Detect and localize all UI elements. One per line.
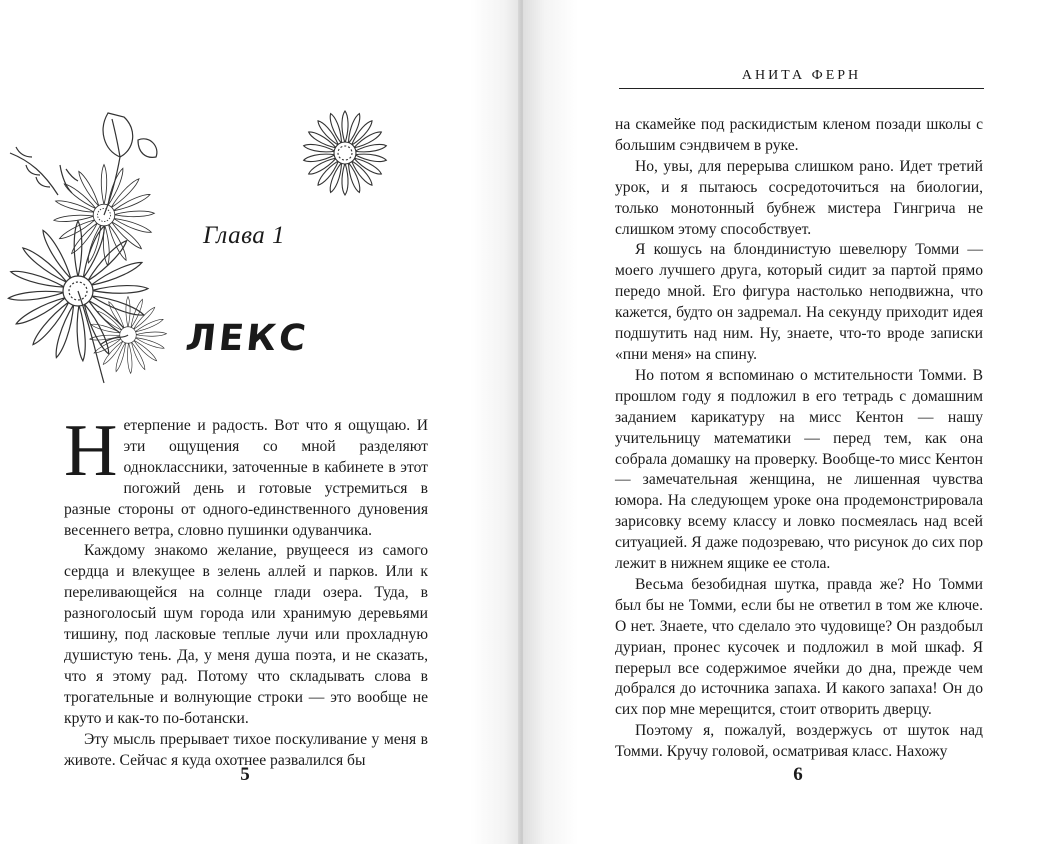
page-number-left: 5 bbox=[240, 764, 250, 785]
daisy-illustration-top bbox=[300, 108, 390, 198]
paragraph: Но, увы, для перерыва слишком рано. Идет третий урок, и я пытаюсь сосредоточиться на биологии, только монотонный бубнеж мистера Гингрича не слишком этому способствует. bbox=[615, 157, 983, 238]
left-page bbox=[0, 0, 521, 844]
drop-cap: Н bbox=[64, 410, 118, 492]
paragraph: Я кошусь на блондинистую шевелюру Томми — моего лучшего друга, который сидит за партой прямо передо мной. Его фигура настолько неподвижна, что кажется, будто он задремал. На секунду приходит идея подшутить над ним. Ну, знаете, что-то вроде записки «пни меня» на спину. bbox=[615, 241, 983, 363]
right-page bbox=[523, 0, 1047, 844]
paragraph: Каждому знакомо желание, рвущееся из самого сердца и влекущее в зелень аллей и парков. Или к переливающейся на солнце глади озера. Туда, в разноголосый шум города или хранимую деревьями тишину, под ласковые теплые лучи или прохладную душистую тень. Да, у меня душа поэта, и не сказать, что я этому рад. Потому что складывать слова в трогательные и волнующие строки — это вообще не круто и как-то по-ботански. bbox=[64, 542, 428, 727]
paragraph: на скамейке под раскидистым кленом позади школы с большим сэндвичем в руке. bbox=[615, 116, 983, 154]
paragraph: Весьма безобидная шутка, правда же? Но Томми был бы не Томми, если бы не ответил в том же ключе. О нет. Знаете, что сделало это чудовище? Он раздобыл дуриан, пронес кусочек и подложил в мой шкаф. Я перерыл все содержимое ячейки до дна, прежде чем добрался до источника запаха. И какого запаха! Он до сих пор мне мерещится, стоит отворить дверцу. bbox=[615, 575, 983, 719]
paragraph: Эту мысль прерывает тихое поскуливание у меня в животе. Сейчас я куда охотнее развалился бы bbox=[64, 730, 428, 769]
page-number-right: 6 bbox=[793, 764, 803, 785]
paragraph: Нетерпение и радость. Вот что я ощущаю. И эти ощущения со мной разделяют одноклассники, заточенные в кабинете в этот погожий день и готовые устремиться в разные стороны от одного-единственного дуновения весеннего ветра, словно пушинки одуванчика. bbox=[64, 410, 428, 539]
running-head: АНИТА ФЕРН bbox=[741, 68, 862, 83]
paragraph: Но потом я вспоминаю о мстительности Томми. В прошлом году я подложил в его тетрадь с домашним заданием карикатуру на мисс Кентон — нашу учительницу математики — перед тем, как она собрала домашку на проверку. Вообще-то мисс Кентон — замечательная женщина, не лишенная чувства юмора. На следующем уроке она продемонстрировала зарисовку всему классу и ловко посмеялась над всей ситуацией. Я даже подозреваю, что рисунок до сих пор лежит в нижнем ящике ее стола. bbox=[615, 366, 983, 573]
header-rule bbox=[619, 88, 984, 89]
paragraph: Поэтому я, пожалуй, воздержусь от шуток над Томми. Кручу головой, осматривая класс. Нахожу bbox=[615, 722, 983, 761]
right-body-text bbox=[615, 115, 983, 763]
character-name: ЛЕКС bbox=[183, 318, 311, 359]
left-body-text bbox=[64, 410, 428, 771]
chapter-title: Глава 1 bbox=[203, 222, 286, 249]
